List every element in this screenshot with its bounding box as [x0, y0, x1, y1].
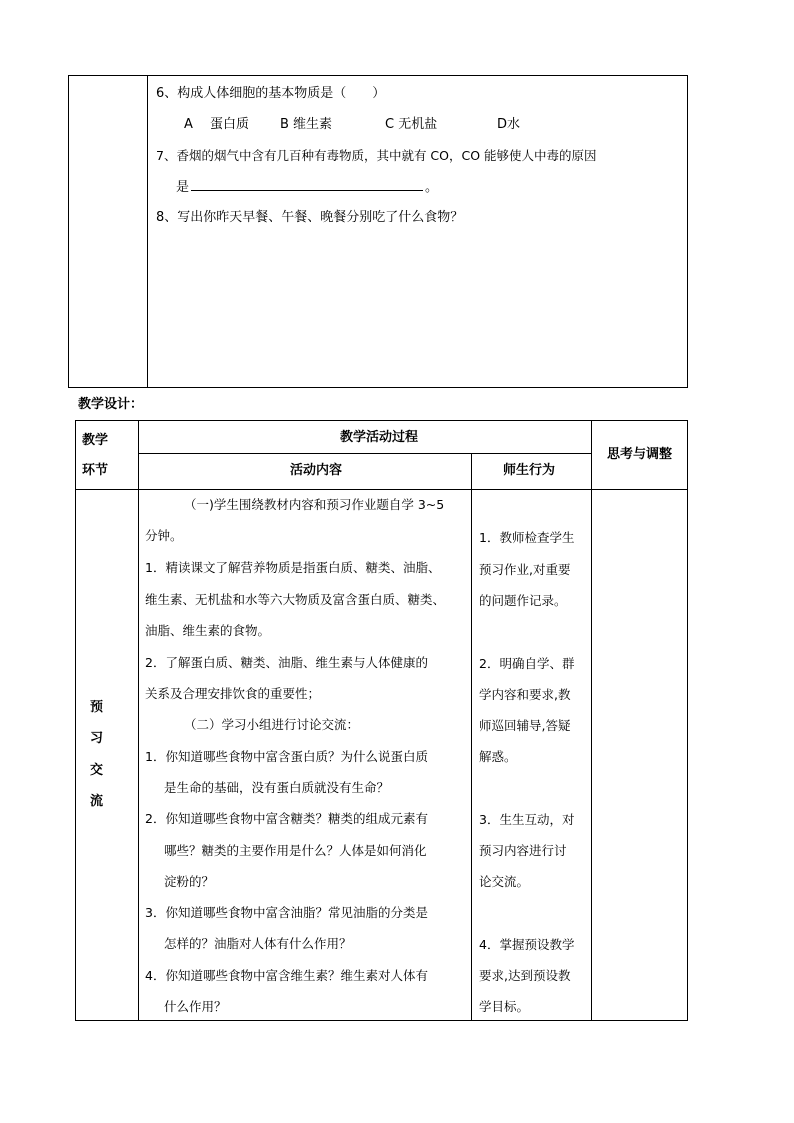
stage-char: 交 [90, 763, 104, 778]
content-line: （一)学生围绕教材内容和预习作业题自学 3~5 [184, 497, 445, 512]
row-divider-process [138, 453, 591, 454]
answer-blank [191, 178, 423, 191]
question-7-line-2 [176, 178, 438, 196]
content-line: 分钟。 [145, 528, 183, 543]
stage-char: 预 [90, 700, 104, 715]
content-line: 怎样的？油脂对人体有什么作用？ [164, 936, 352, 951]
col-divider-stage [138, 420, 139, 1021]
content-line: 4．你知道哪些食物中富含维生素？维生素对人体有 [145, 968, 428, 983]
content-line: 什么作用？ [164, 999, 227, 1014]
q7-prefix: 是 [176, 180, 190, 195]
col-divider-behavior [471, 453, 472, 1021]
questions-table [68, 75, 688, 388]
content-line: 关系及合理安排饮食的重要性； [145, 686, 321, 701]
q6-option-d: D水 [497, 117, 521, 132]
q6-option-b: B 维生素 [280, 117, 333, 132]
header-stage-line-2: 环节 [82, 463, 109, 478]
content-line: （二）学习小组进行讨论交流： [184, 717, 360, 732]
behavior-line: 学目标。 [479, 999, 530, 1014]
behavior-line: 预习作业,对重要 [479, 562, 571, 577]
behavior-line: 学内容和要求,教 [479, 687, 571, 702]
content-line: 油脂、维生素的食物。 [145, 623, 271, 638]
header-content: 活动内容 [290, 463, 343, 478]
header-stage-line-1: 教学 [82, 433, 109, 448]
behavior-line: 3．生生互动，对 [479, 812, 575, 827]
behavior-line: 的问题作记录。 [479, 593, 567, 608]
stage-char: 习 [90, 731, 104, 746]
content-line: 哪些？糖类的主要作用是什么？人体是如何消化 [164, 843, 427, 858]
question-8: 8、写出你昨天早餐、午餐、晚餐分别吃了什么食物？ [156, 210, 464, 225]
question-7-line-1: 7、香烟的烟气中含有几百种有毒物质，其中就有 CO，CO 能够使人中毒的原因 [156, 148, 597, 163]
content-line: 1．精读课文了解营养物质是指蛋白质、糖类、油脂、 [145, 560, 441, 575]
questions-table-divider [147, 75, 148, 388]
behavior-line: 解惑。 [479, 749, 517, 764]
col-divider-reflect [591, 420, 592, 1021]
behavior-line: 师巡回辅导,答疑 [479, 718, 571, 733]
content-line: 是生命的基础，没有蛋白质就没有生命？ [164, 780, 390, 795]
q6-option-c: C 无机盐 [385, 117, 438, 132]
behavior-line: 要求,达到预设教 [479, 968, 571, 983]
behavior-line: 论交流。 [479, 874, 530, 889]
content-line: 淀粉的？ [164, 874, 215, 889]
behavior-line: 1．教师检查学生 [479, 530, 575, 545]
question-6: 6、构成人体细胞的基本物质是（ ） [156, 86, 386, 101]
q6-option-a: A 蛋白质 [184, 117, 250, 132]
behavior-line: 2．明确自学、群 [479, 656, 575, 671]
row-divider-header [75, 489, 688, 490]
behavior-line: 预习内容进行讨 [479, 843, 567, 858]
header-process: 教学活动过程 [340, 430, 419, 445]
q7-suffix: 。 [425, 180, 439, 195]
content-line: 2．了解蛋白质、糖类、油脂、维生素与人体健康的 [145, 655, 428, 670]
design-heading: 教学设计： [78, 397, 144, 412]
content-line: 2．你知道哪些食物中富含糖类？糖类的组成元素有 [145, 811, 428, 826]
behavior-line: 4．掌握预设教学 [479, 937, 575, 952]
content-line: 维生素、无机盐和水等六大物质及富含蛋白质、糖类、 [145, 592, 446, 607]
content-line: 1．你知道哪些食物中富含蛋白质？为什么说蛋白质 [145, 749, 428, 764]
header-reflect: 思考与调整 [607, 447, 673, 462]
stage-char: 流 [90, 794, 104, 809]
header-behavior: 师生行为 [503, 463, 556, 478]
content-line: 3．你知道哪些食物中富含油脂？常见油脂的分类是 [145, 905, 428, 920]
